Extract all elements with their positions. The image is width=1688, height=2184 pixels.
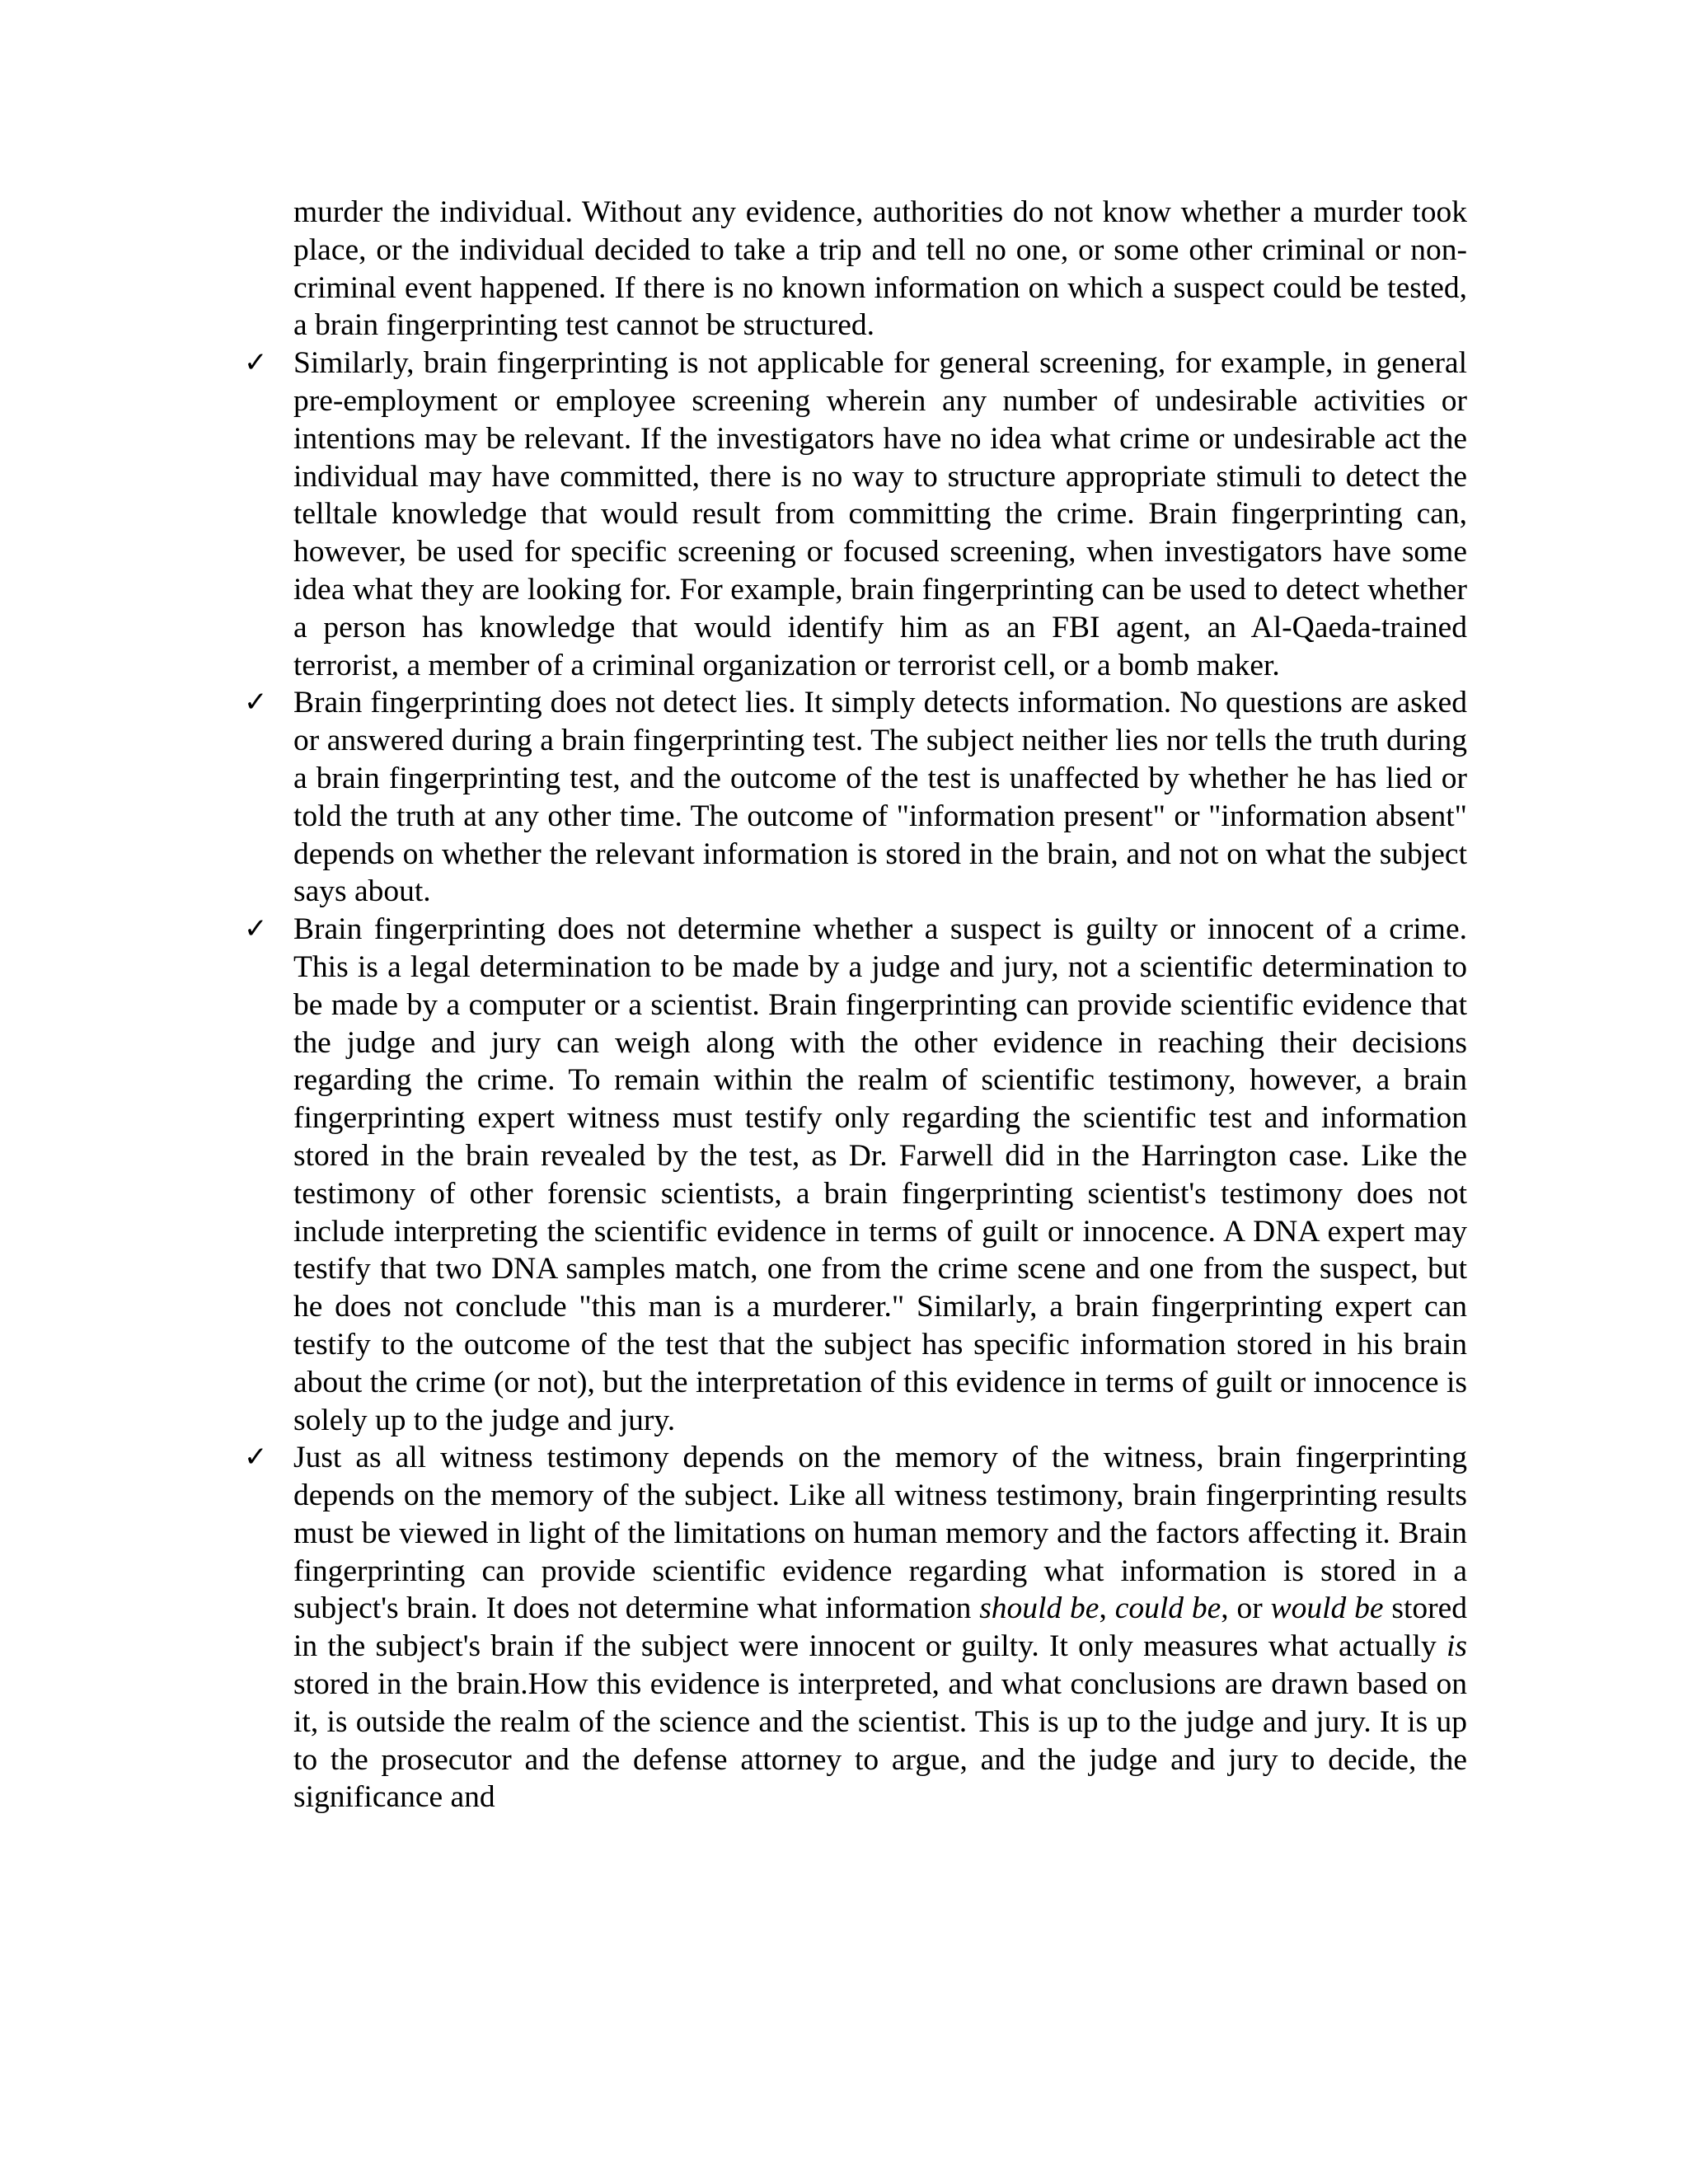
text-segment: stored in the subject's brain if the subject were innocent or guilty. It only measures what actually — [293, 1591, 1467, 1664]
italic-would-be: would be — [1270, 1591, 1384, 1626]
bullet-item-4 — [244, 1439, 1467, 1816]
checkmark-icon: ✓ — [244, 1441, 268, 1474]
bullet-text-2: Brain fingerprinting does not detect lies. It simply detects information. No questions are asked or answered during a brain fingerprinting test. The subject neither lies nor tells the truth during a brain fingerprinting test, and the outcome of the test is unaffected by whether he has lied or told the truth at any other time. The outcome of "information present" or "information absent" depends on whether the relevant information is stored in the brain, and not on what the subject says about. — [293, 686, 1467, 909]
italic-is: is — [1446, 1629, 1467, 1664]
bullet-text-1: Similarly, brain fingerprinting is not applicable for general screening, for example, in general pre-employment or employee screening wherein any number of undesirable activities or intentions may be relevant. If the investigators have no idea what crime or undesirable act the individual may have committed, there is no way to structure appropriate stimuli to detect the telltale knowledge that would result from committing the crime. Brain fingerprinting can, however, be used for specific screening or focused screening, when investigators have some idea what they are looking for. For example, brain fingerprinting can be used to detect whether a person has knowledge that would identify him as an FBI agent, an Al-Qaeda-trained terrorist, a member of a criminal organization or terrorist cell, or a bomb maker. — [293, 346, 1467, 682]
italic-should-be: should be — [979, 1591, 1100, 1626]
continuation-paragraph: murder the individual. Without any evidence, authorities do not know whether a murder took place, or the individual decided to take a trip and tell no one, or some other criminal or non-criminal event happened. If there is no known information on which a suspect could be tested, a brain fingerprinting test cannot be structured. — [293, 195, 1467, 343]
text-segment: , or — [1221, 1591, 1271, 1626]
checkmark-icon: ✓ — [244, 686, 268, 719]
italic-could-be: could be — [1114, 1591, 1221, 1626]
text-segment: stored in the brain.How this evidence is interpreted, and what conclusions are drawn based on it, is outside the realm of the science and the scientist. This is up to the judge and jury. It is up to the prosecutor and the defense attorney to argue, and the judge and jury to decide, the significance and — [293, 1667, 1467, 1815]
bullet-item-3 — [244, 911, 1467, 1439]
checkmark-icon: ✓ — [244, 346, 268, 380]
bullet-text-3: Brain fingerprinting does not determine whether a suspect is guilty or innocent of a crime. This is a legal determination to be made by a judge and jury, not a scientific determination to be made by a computer or a scientist. Brain fingerprinting can provide scientific evidence that the judge and jury can weigh along with the other evidence in reaching their decisions regarding the crime. To remain within the realm of scientific testimony, however, a brain fingerprinting expert witness must testify only regarding the scientific test and information stored in the brain revealed by the test, as Dr. Farwell did in the Harrington case. Like the testimony of other forensic scientists, a brain fingerprinting scientist's testimony does not include interpreting the scientific evidence in terms of guilt or innocence. A DNA expert may testify that two DNA samples match, one from the crime scene and one from the suspect, but he does not conclude "this man is a murderer." Similarly, a brain fingerprinting expert can testify to the outcome of the test that the subject has specific information stored in his brain about the crime (or not), but the interpretation of this evidence in terms of guilt or innocence is solely up to the judge and jury. — [293, 912, 1467, 1437]
bullet-item-1 — [244, 344, 1467, 684]
text-segment: , — [1099, 1591, 1115, 1626]
bullet-item-2 — [244, 684, 1467, 911]
checkmark-icon: ✓ — [244, 912, 268, 946]
text-segment: Just as all witness testimony depends on the memory of the witness, brain fingerprinting depends on the memory of the subject. Like all witness testimony, brain fingerprinting results must be viewed in light of the limitations on human memory and the factors affecting it. Brain fingerprinting can provide scientific evidence regarding what information is stored in a subject's brain. It does not determine what information — [293, 1441, 1467, 1626]
body-text — [244, 194, 1467, 1816]
bullet-text-4 — [293, 1441, 1467, 1814]
